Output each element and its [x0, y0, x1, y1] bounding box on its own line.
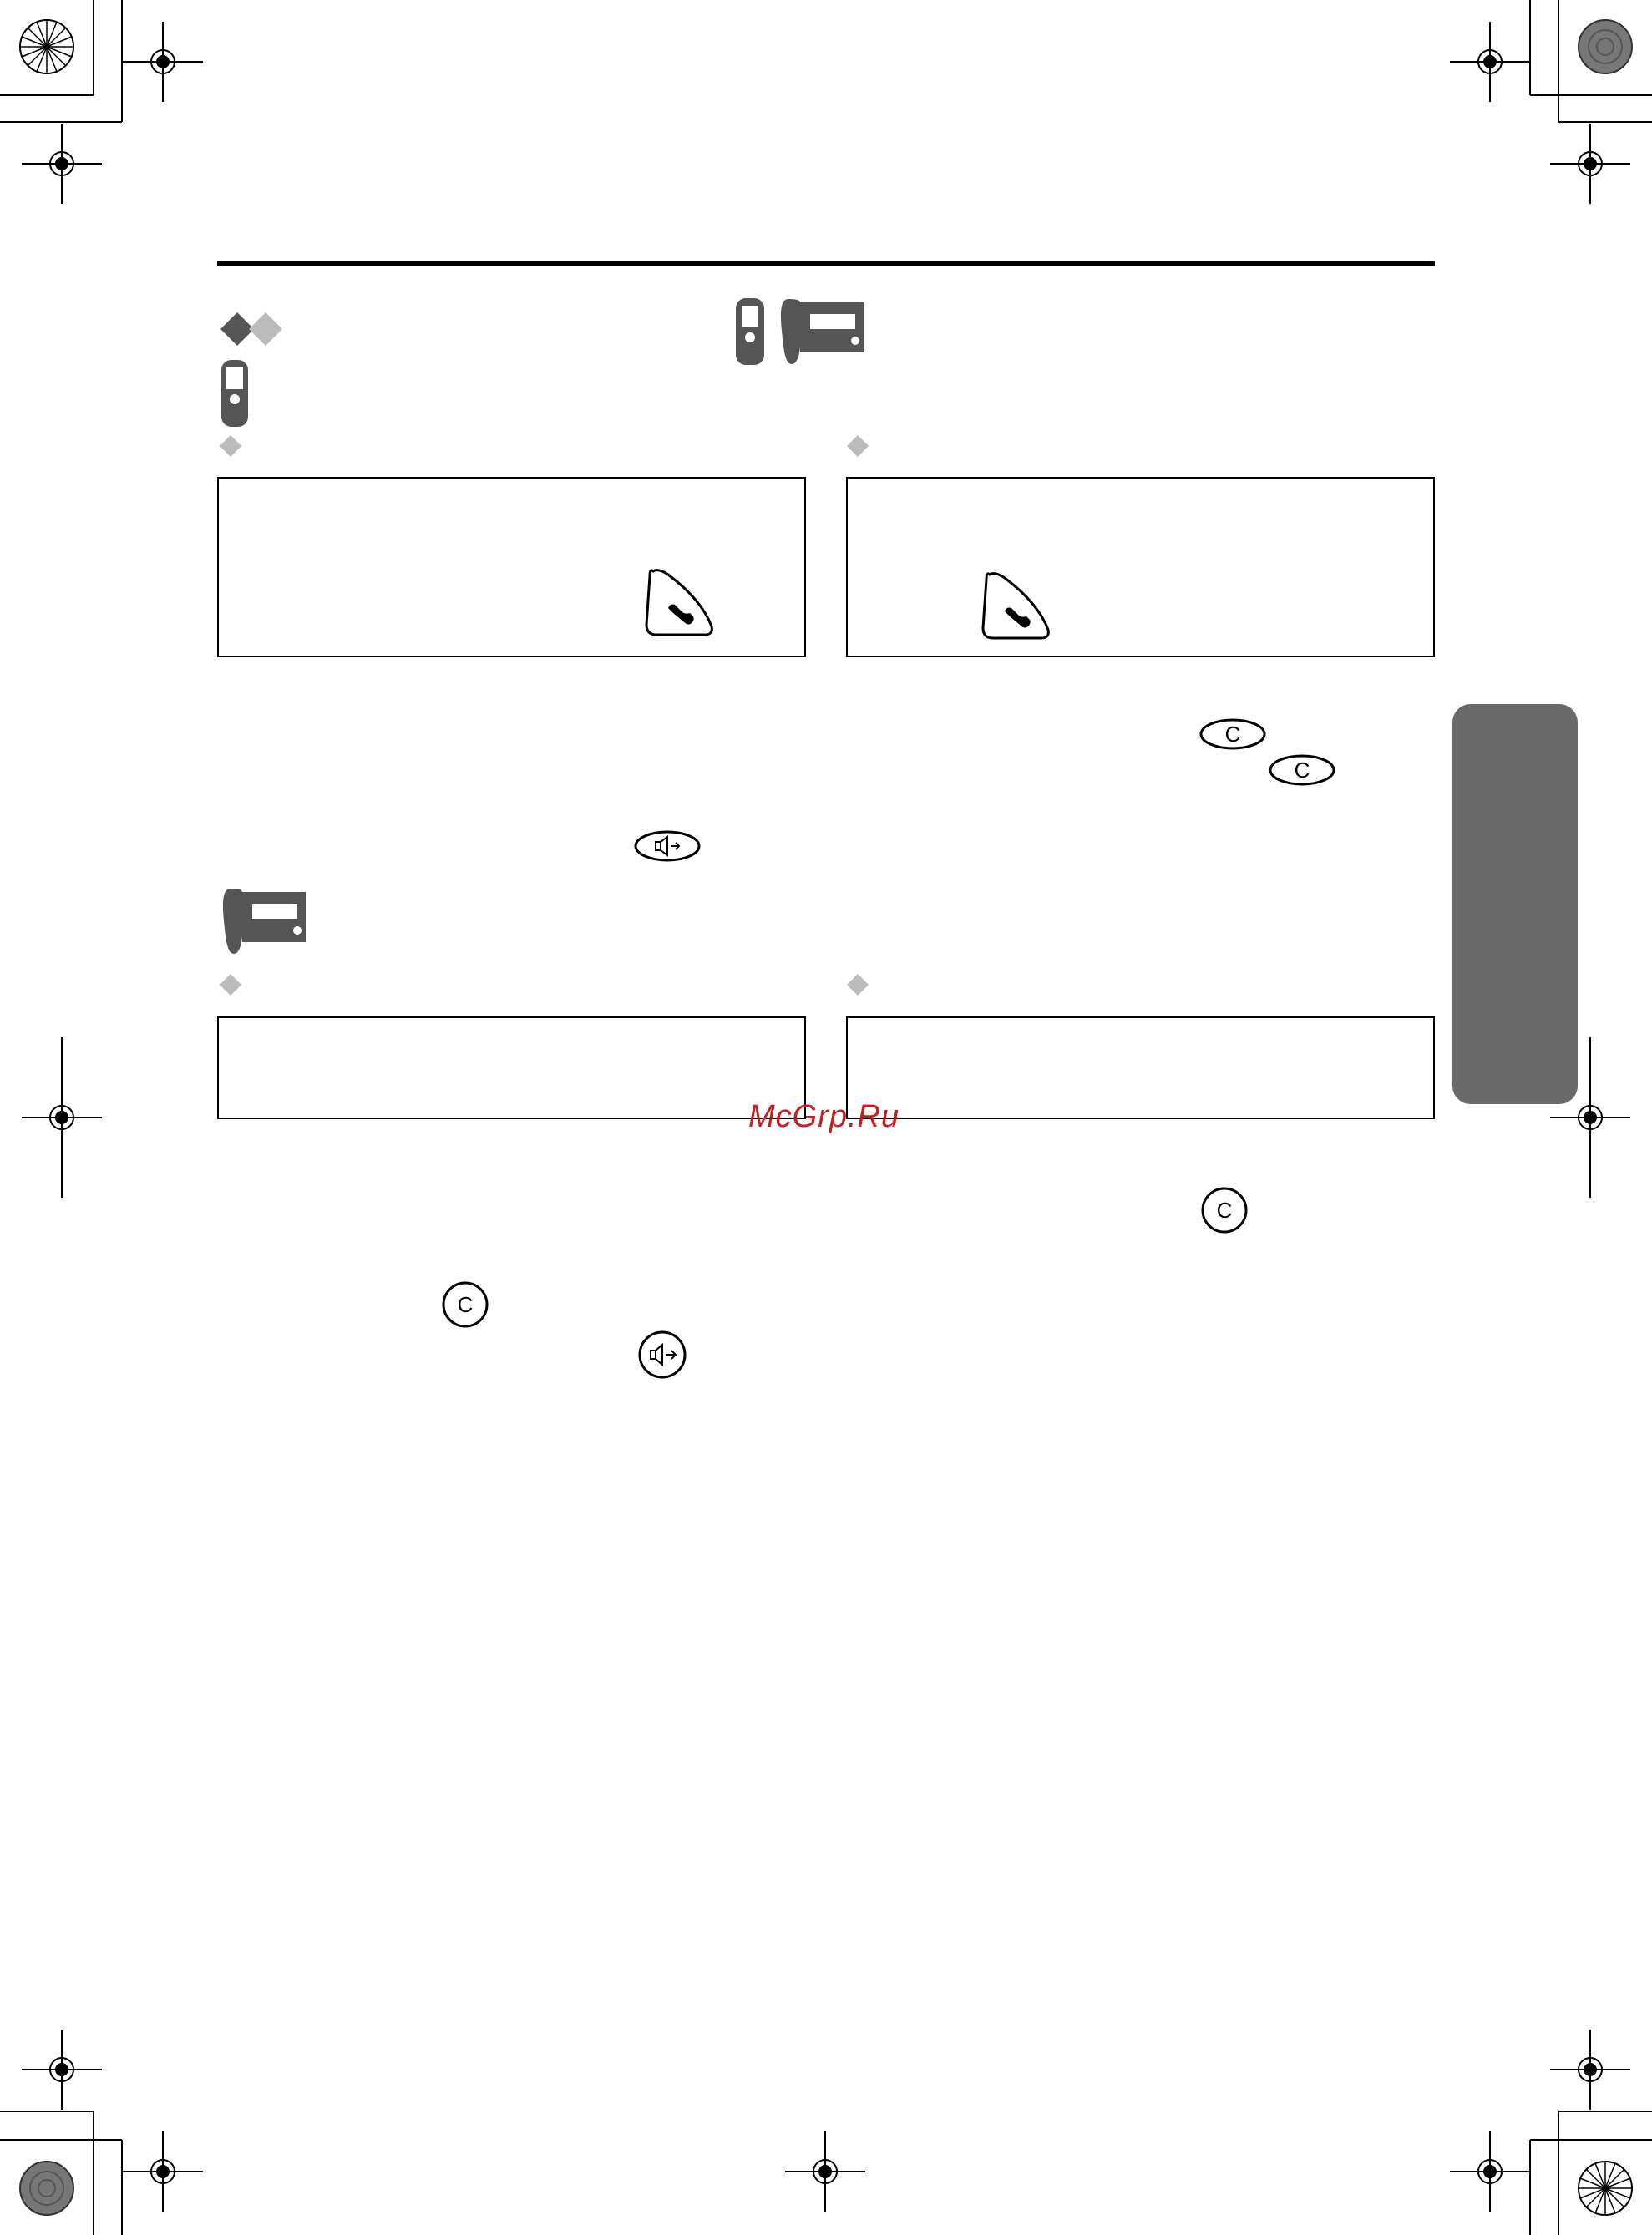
- color-target-icon: [18, 2160, 75, 2217]
- svg-text:C: C: [1224, 722, 1241, 747]
- registration-mark-icon: [22, 1077, 102, 1158]
- svg-text:C: C: [1294, 758, 1310, 783]
- registration-mark-icon: [1550, 1077, 1630, 1158]
- color-target-icon: [1577, 2160, 1634, 2217]
- svg-text:C: C: [457, 1292, 474, 1317]
- color-target-icon: [1577, 18, 1634, 75]
- registration-mark-icon: [22, 2030, 102, 2110]
- registration-mark-icon: [1450, 22, 1530, 102]
- registration-mark-icon: [1550, 2030, 1630, 2110]
- watermark: McGrp.Ru: [748, 1099, 900, 1134]
- color-target-icon: [18, 18, 75, 75]
- registration-mark-icon: [1450, 2131, 1530, 2212]
- registration-mark-icon: [123, 22, 203, 102]
- registration-mark-icon: [785, 2131, 865, 2212]
- registration-mark-icon: [123, 2131, 203, 2212]
- svg-text:C: C: [1216, 1198, 1233, 1223]
- registration-mark-icon: [22, 124, 102, 204]
- registration-mark-icon: [1550, 124, 1630, 204]
